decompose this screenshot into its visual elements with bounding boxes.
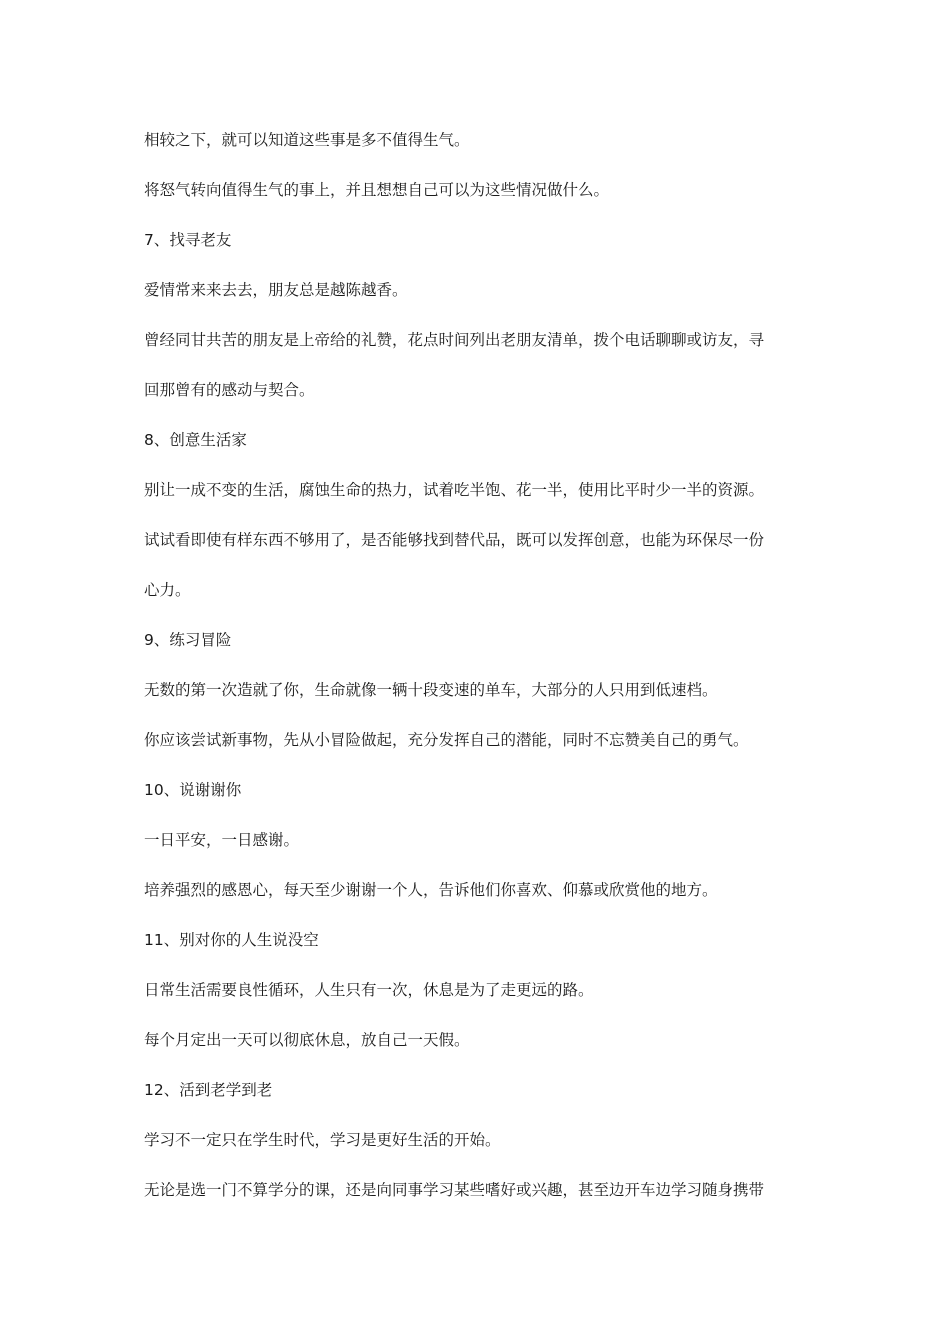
- section-heading-10: 10、说谢谢你: [144, 781, 242, 799]
- section-heading-11: 11、别对你的人生说没空: [144, 931, 319, 949]
- paragraph-line: 相较之下，就可以知道这些事是多不值得生气。: [144, 131, 470, 149]
- paragraph-line: 一日平安，一日感谢。: [144, 831, 300, 849]
- section-heading-8: 8、创意生活家: [144, 431, 247, 449]
- paragraph-line: 你应该尝试新事物，先从小冒险做起，充分发挥自己的潜能，同时不忘赞美自己的勇气。: [144, 731, 749, 749]
- paragraph-line: 培养强烈的感恩心，每天至少谢谢一个人，告诉他们你喜欢、仰慕或欣赏他的地方。: [144, 881, 718, 899]
- paragraph-line: 回那曾有的感动与契合。: [144, 381, 315, 399]
- paragraph-line: 日常生活需要良性循环，人生只有一次，休息是为了走更远的路。: [144, 981, 594, 999]
- paragraph-line: 曾经同甘共苦的朋友是上帝给的礼赞，花点时间列出老朋友清单，拨个电话聊聊或访友，寻: [144, 331, 765, 349]
- section-heading-7: 7、找寻老友: [144, 231, 232, 249]
- paragraph-line: 每个月定出一天可以彻底休息，放自己一天假。: [144, 1031, 470, 1049]
- paragraph-line: 无数的第一次造就了你，生命就像一辆十段变速的单车，大部分的人只用到低速档。: [144, 681, 718, 699]
- paragraph-line: 学习不一定只在学生时代，学习是更好生活的开始。: [144, 1131, 501, 1149]
- paragraph-line: 心力。: [144, 581, 191, 599]
- paragraph-line: 别让一成不变的生活，腐蚀生命的热力，试着吃半饱、花一半，使用比平时少一半的资源。: [144, 481, 765, 499]
- paragraph-line: 无论是选一门不算学分的课，还是向同事学习某些嗜好或兴趣，甚至边开车边学习随身携带: [144, 1181, 765, 1199]
- section-heading-12: 12、活到老学到老: [144, 1081, 273, 1099]
- paragraph-line: 试试看即使有样东西不够用了，是否能够找到替代品，既可以发挥创意，也能为环保尽一份: [144, 531, 765, 549]
- paragraph-line: 将怒气转向值得生气的事上，并且想想自己可以为这些情况做什么。: [144, 181, 610, 199]
- paragraph-line: 爱情常来来去去，朋友总是越陈越香。: [144, 281, 408, 299]
- section-heading-9: 9、练习冒险: [144, 631, 232, 649]
